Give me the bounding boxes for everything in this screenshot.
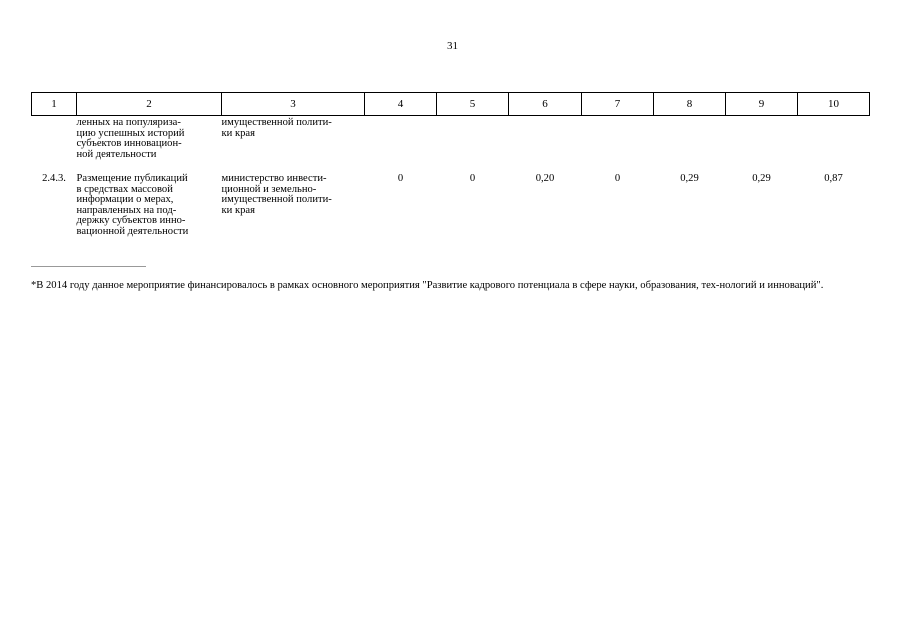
column-header: 5 [437,93,509,116]
table-row [32,174,870,245]
page-number: 31 [447,40,458,52]
column-header: 6 [509,93,582,116]
funding-value [509,116,582,175]
program-table [31,92,870,245]
funding-value: 0 [469,173,476,184]
funding-value: 0 [614,173,621,184]
column-header: 4 [365,93,437,116]
column-header: 8 [654,93,726,116]
measure-name: ленных на популяриза- цию успешных историй субъектов инновацион- ной деятельности [76,117,185,160]
column-header: 3 [222,93,365,116]
funding-value: 0 [397,173,404,184]
header-row [32,93,870,116]
funding-value [437,116,509,175]
funding-value: 0,29 [680,173,699,184]
column-header: 10 [798,93,870,116]
funding-value: 0,20 [535,173,555,184]
row-number [32,116,77,175]
executor-name: министерство инвести- ционной и земельно- имущественной полити- ки края [221,173,332,216]
column-header: 2 [77,93,222,116]
funding-value: 0,87 [824,173,843,184]
funding-value: 0,29 [752,173,771,184]
table-row [32,116,870,175]
funding-value [365,116,437,175]
footnote-divider [31,266,146,267]
funding-value [726,116,798,175]
executor-name: имущественной полити- ки края [221,117,332,139]
column-header: 9 [726,93,798,116]
row-number: 2.4.3. [42,173,66,184]
footnote: *В 2014 году данное мероприятие финансировалось в рамках основного мероприятия "Развитие кадрового потенциала в сфере науки, образования, тех-нологий и инноваций". [31,280,824,291]
funding-value [798,116,870,175]
funding-value [582,116,654,175]
column-header: 1 [32,93,77,116]
column-header: 7 [582,93,654,116]
measure-name: Размещение публикаций в средствах массовой информации о мерах, направленных на под- держку субъектов инно- вационной деятельности [76,173,189,237]
funding-value [654,116,726,175]
